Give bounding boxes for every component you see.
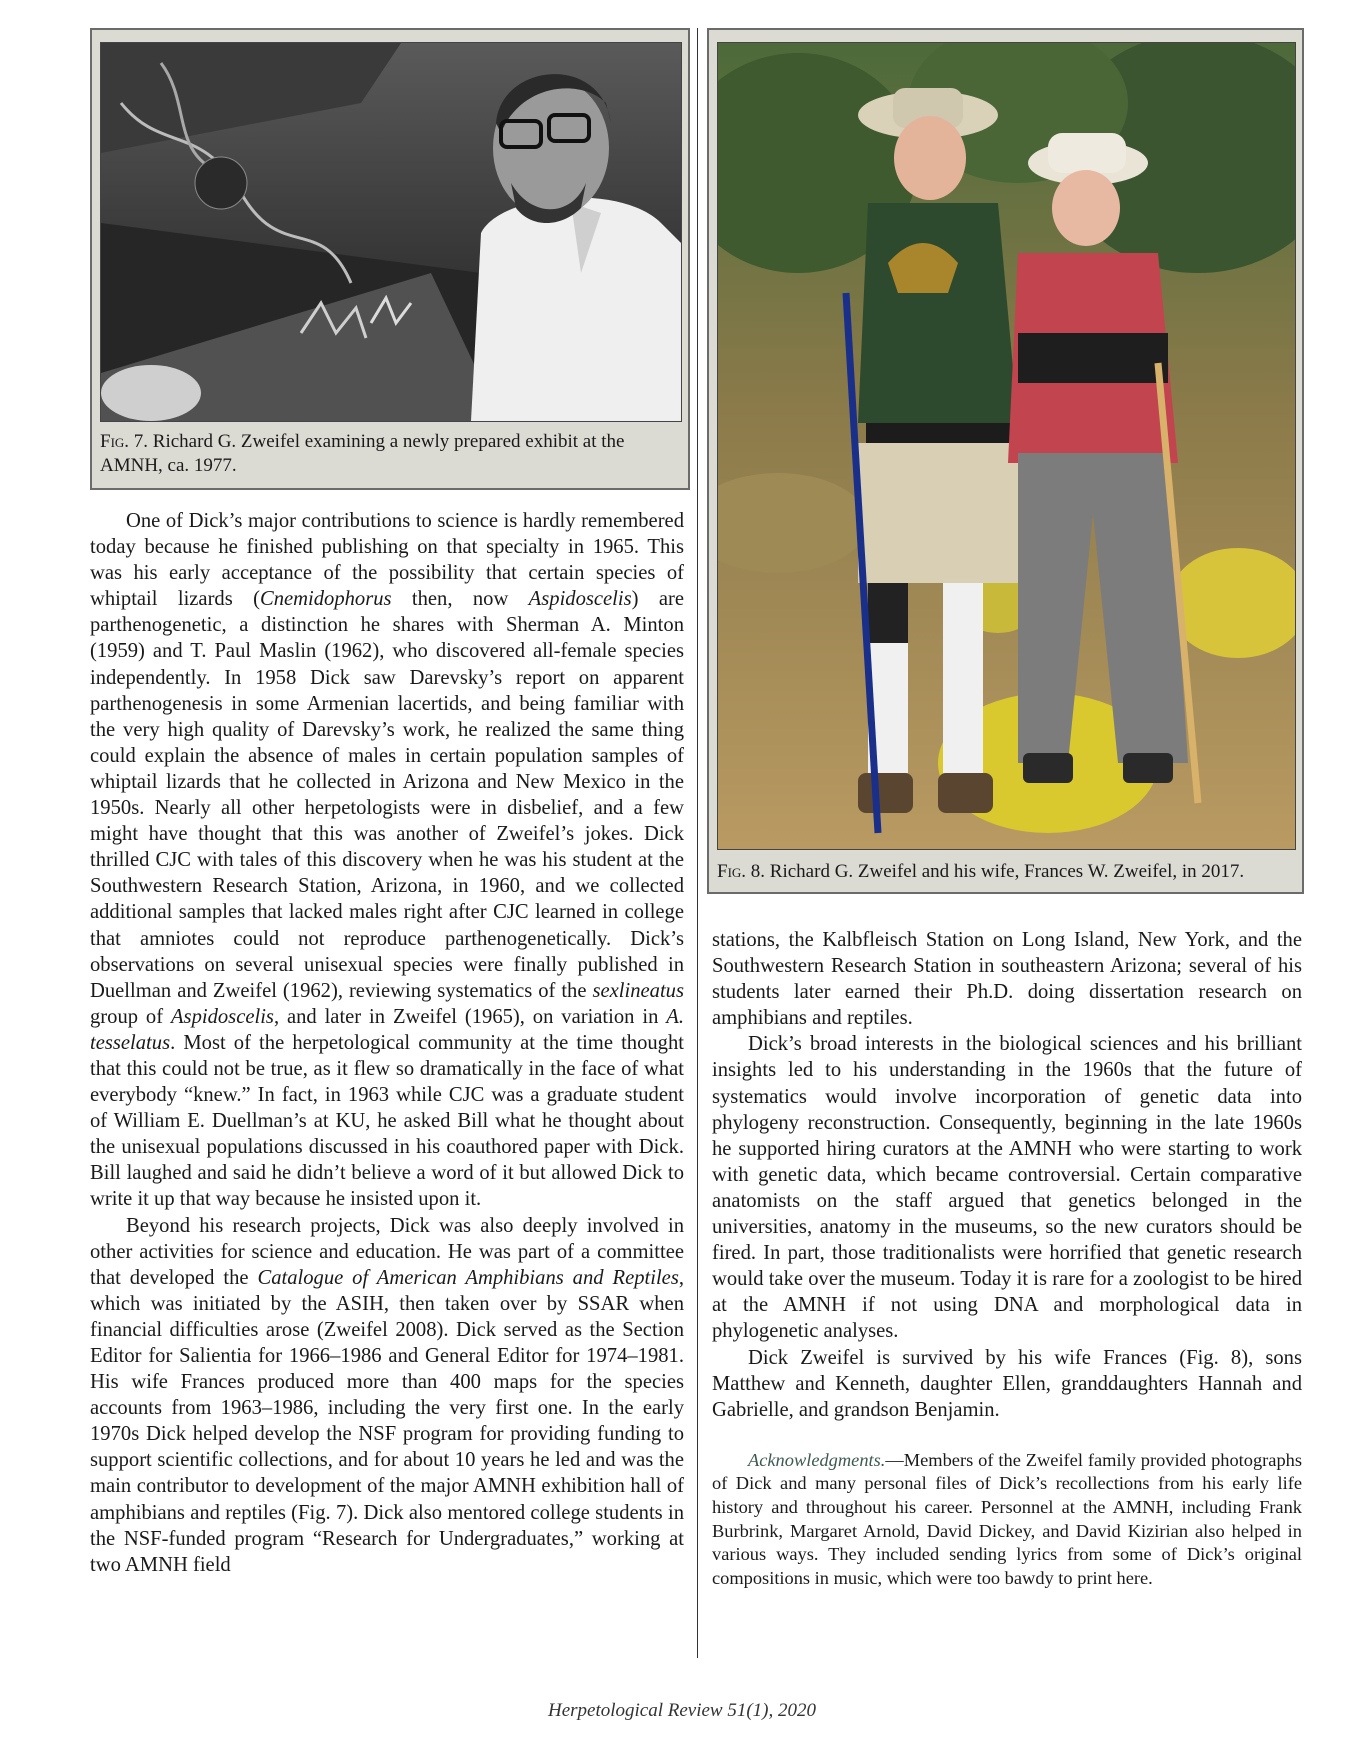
text-run: , and later in Zweifel (1965), on variation in <box>273 1005 667 1028</box>
text-run: One of Dick’s major contributions to science is hardly remembered today because he finished publishing on that specialty in 1965. This was his early acceptance of the possibility that certain species of whiptail lizards ( <box>90 510 684 611</box>
figure-7-photo <box>100 42 682 422</box>
taxon-name: A. tesselatus <box>90 1005 684 1054</box>
paragraph-survivors: Dick Zweifel is survived by his wife Frances (Fig. 8), sons Matthew and Kenneth, daughter Ellen, granddaughters Hannah and Gabrielle, and grandson Benjamin. <box>712 1346 1302 1421</box>
paragraph-activities <box>90 1213 684 1578</box>
taxon-name: sexlineatus <box>592 979 684 1002</box>
figure-8-caption-text: Richard G. Zweifel and his wife, Frances W. Zweifel, in 2017. <box>765 861 1245 882</box>
figure-8 <box>707 28 1304 894</box>
figure-7-caption <box>100 430 680 478</box>
publication-title: Catalogue of American Amphibians and Reptiles <box>257 1266 679 1289</box>
journal-footer: Herpetological Review 51(1), 2020 <box>547 1700 817 1721</box>
paragraph-continued: stations, the Kalbfleisch Station on Long Island, New York, and the Southwestern Research Station in southeastern Arizona; several of his students later earned their Ph.D. doing dissertation research on amphibians and reptiles. <box>712 929 1302 1030</box>
right-column <box>712 927 1302 1590</box>
text-run: group of <box>90 1005 171 1028</box>
left-column <box>90 508 684 1578</box>
paragraph-parthenogenesis <box>90 508 684 1213</box>
figure-7-image <box>101 43 681 421</box>
acknowledgments-text: —Members of the Zweifel family provided photographs of Dick and many personal files of Dick’s recollections from his early life history and throughout his career. Personnel at the AMNH, including Frank Burbrink, Margaret Arnold, David Dickey, and David Kizirian also helped in various ways. They included sending lyrics from some of Dick’s original compositions in music, which were too bawdy to print here. <box>712 1449 1302 1588</box>
acknowledgments <box>712 1449 1302 1591</box>
figure-7 <box>90 28 690 490</box>
taxon-name: Cnemidophorus <box>259 588 392 611</box>
acknowledgments-heading: Acknowledgments. <box>748 1449 886 1470</box>
figure-7-caption-text: Richard G. Zweifel examining a newly prepared exhibit at the AMNH, ca. 1977. <box>100 431 625 476</box>
figure-8-image <box>718 43 1295 849</box>
text-run: . Most of the herpetological community at the time thought that this could not be true, as it flew so dramatically in the face of what everybody “knew.” In fact, in 1963 while CJC was a graduate student of William E. Duellman’s at KU, he asked Bill what he thought about the unisexual populations discussed in his coauthored paper with Dick. Bill laughed and said he didn’t believe a word of it but allowed Dick to write it up that way because he insisted upon it. <box>90 1031 684 1211</box>
text-run: ) are parthenogenetic, a distinction he shares with Sherman A. Minton (1959) and T. Paul Maslin (1962), who discovered all-female species independently. In 1958 Dick saw Darevsky’s report on apparent parthenogenesis in some Armenian lacertids, and being familiar with the very high quality of Darevsky’s work, he realized the same thing could explain the absence of males in certain population samples of whiptail lizards that he collected in Arizona and New Mexico in the 1950s. Nearly all other herpetologists were in disbelief, and a few might have thought that this was another of Zweifel’s jokes. Dick thrilled CJC with tales of this discovery when he was his student at the Southwestern Research Station, Arizona, in 1960, and we collected additional samples that lacked males right after CJC learned in college that amniotes could not reproduce parthenogenetically. Dick’s observations on several unisexual species were finally published in Duellman and Zweifel (1962), reviewing systematics of the <box>90 588 684 1002</box>
text-run: then, now <box>391 588 529 611</box>
figure-8-photo <box>717 42 1296 850</box>
figure-8-label: Fig. 8. <box>717 861 766 882</box>
column-divider <box>697 28 698 1658</box>
text-run: , which was initiated by the ASIH, then taken over by SSAR when financial difficulties arose (Zweifel 2008). Dick served as the Section Editor for Salientia for 1966–1986 and General Editor for 1974–1981. His wife Frances produced more than 400 maps for the species accounts from 1963–1986, including the very first one. In the early 1970s Dick helped develop the NSF program for providing funding to support scientific collections, and for about 10 years he led and was the main contributor to development of the major AMNH exhibition hall of amphibians and reptiles (Fig. 7). Dick also mentored college students in the NSF-funded program “Research for Undergraduates,” working at two AMNH field <box>90 1266 684 1576</box>
taxon-name: Aspidoscelis <box>528 588 632 611</box>
figure-8-caption <box>717 860 1297 884</box>
text-run: Beyond his research projects, Dick was also deeply involved in other activities for science and education. He was part of a committee that developed the <box>90 1214 684 1289</box>
paragraph-genetics: Dick’s broad interests in the biological sciences and his brilliant insights led to his understanding in the 1960s that the future of systematics would involve incorporation of genetic data into phylogeny reconstruction. Consequently, beginning in the late 1960s he supported hiring curators at the AMNH who were starting to work with genetic data, which became controversial. Certain comparative anatomists on the staff argued that genetics belonged in the universities, anatomy in the museums, so the new curators should be fired. In part, those traditionalists were horrified that genetic research would take over the museum. Today it is rare for a zoologist to be hired at the AMNH if not using DNA and morphological data in phylogenetic analyses. <box>712 1033 1302 1343</box>
figure-7-label: Fig. 7. <box>100 431 149 452</box>
taxon-name: Aspidoscelis <box>170 1005 274 1028</box>
